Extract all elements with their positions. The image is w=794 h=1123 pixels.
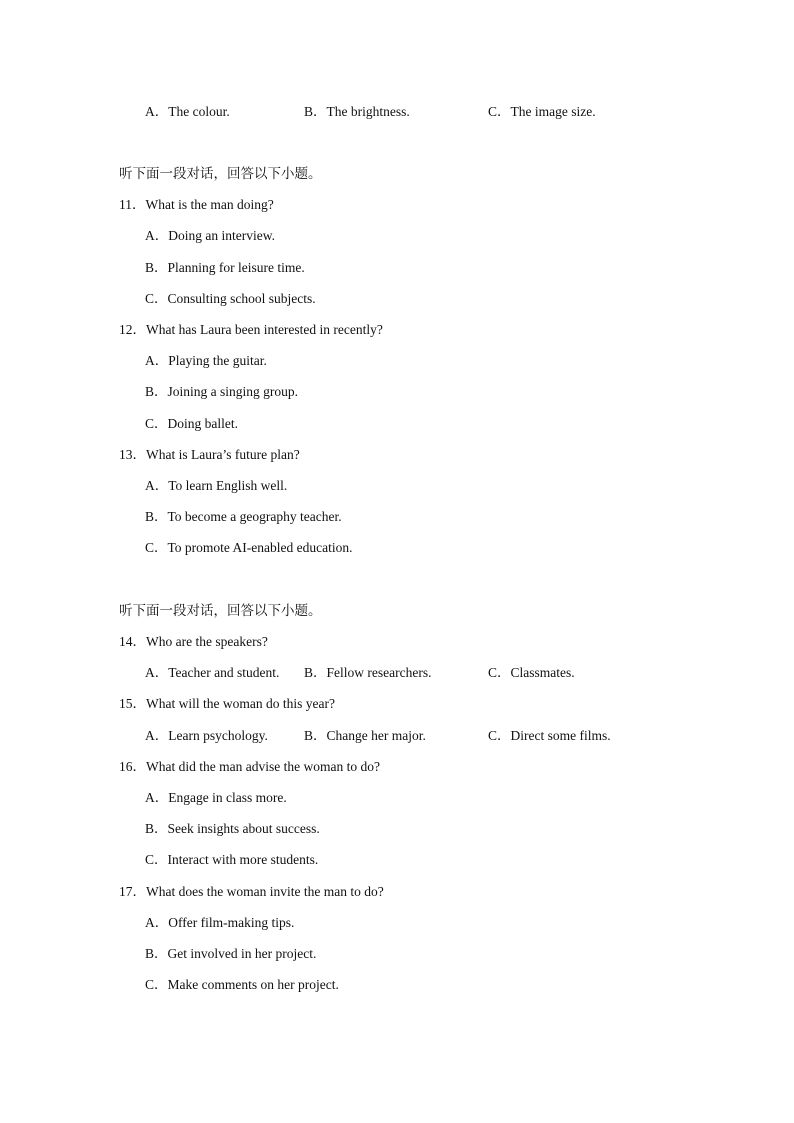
question-stem-15: 15．What will the woman do this year? [119, 696, 335, 711]
q10-option-b: B．The brightness. [304, 104, 410, 119]
q16-option-a: A．Engage in class more. [145, 790, 287, 805]
question-stem-12: 12．What has Laura been interested in recently? [119, 322, 383, 337]
q15-option-a: A．Learn psychology. [145, 728, 268, 743]
q12-option-b: B．Joining a singing group. [145, 384, 299, 399]
q10-option-a: A．The colour. [145, 104, 230, 119]
q11-option-b: B．Planning for leisure time. [145, 260, 305, 275]
question-stem-16: 16．What did the man advise the woman to do? [119, 759, 380, 774]
question-stem-13: 13．What is Laura’s future plan? [119, 447, 300, 462]
q16-option-c: C．Interact with more students. [145, 852, 319, 867]
question-stem-17: 17．What does the woman invite the man to do? [119, 884, 384, 899]
q12-option-c: C．Doing ballet. [145, 416, 238, 431]
section-header: 听下面一段对话，回答以下小题。 [119, 166, 322, 182]
q13-option-b: B．To become a geography teacher. [145, 509, 342, 524]
q17-option-b: B．Get involved in her project. [145, 946, 317, 961]
q14-option-b: B．Fellow researchers. [304, 665, 432, 680]
q14-option-c: C．Classmates. [488, 665, 575, 680]
q13-option-c: C．To promote AI-enabled education. [145, 540, 353, 555]
question-stem-14: 14．Who are the speakers? [119, 634, 268, 649]
q15-option-b: B．Change her major. [304, 728, 426, 743]
q13-option-a: A．To learn English well. [145, 478, 288, 493]
q17-option-c: C．Make comments on her project. [145, 977, 339, 992]
q17-option-a: A．Offer film-making tips. [145, 915, 295, 930]
q11-option-c: C．Consulting school subjects. [145, 291, 316, 306]
q11-option-a: A．Doing an interview. [145, 228, 275, 243]
q14-option-a: A．Teacher and student. [145, 665, 280, 680]
question-stem-11: 11．What is the man doing? [119, 197, 274, 212]
q16-option-b: B．Seek insights about success. [145, 821, 320, 836]
section-header: 听下面一段对话，回答以下小题。 [119, 603, 322, 619]
q12-option-a: A．Playing the guitar. [145, 353, 267, 368]
q10-option-c: C．The image size. [488, 104, 596, 119]
q15-option-c: C．Direct some films. [488, 728, 611, 743]
